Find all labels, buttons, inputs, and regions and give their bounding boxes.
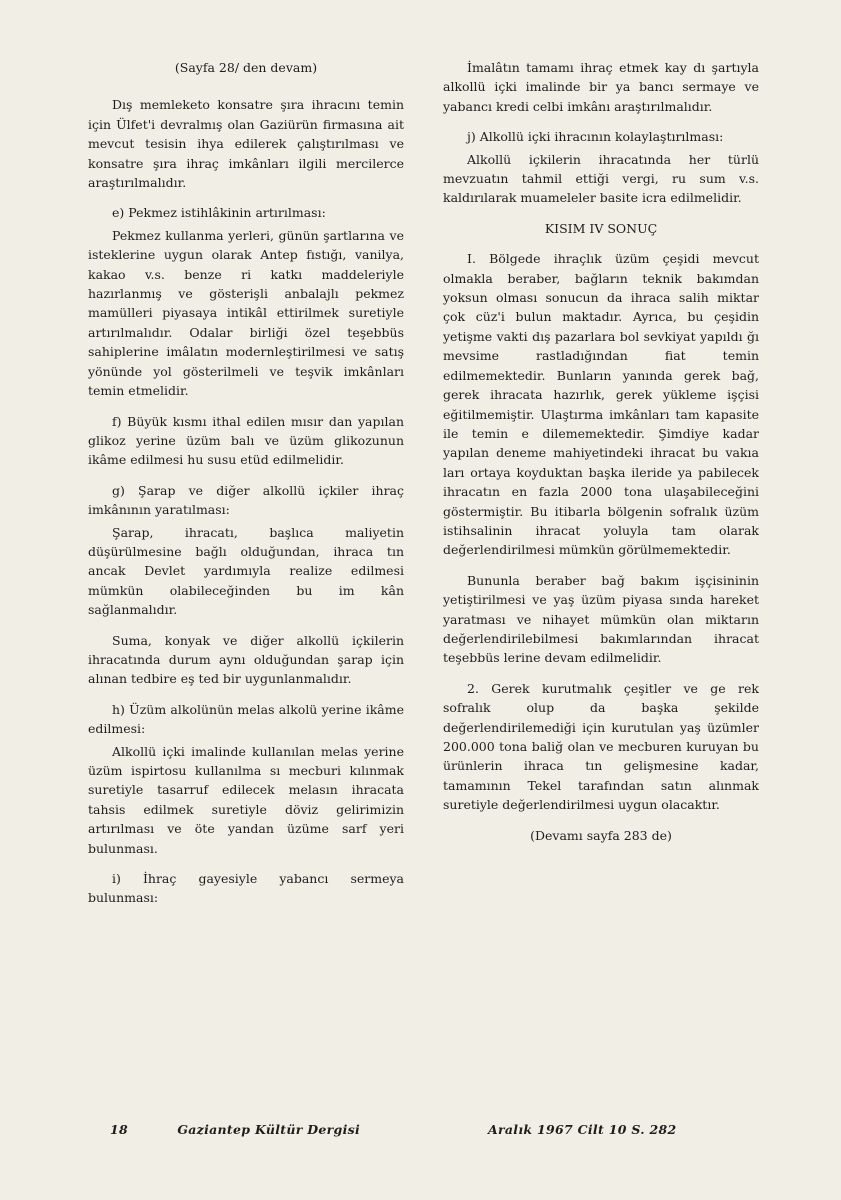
page-number: 18 <box>110 1122 128 1137</box>
right-column <box>443 58 759 856</box>
paragraph-spirits: Suma, konyak ve diğer alkollü içkilerin ihracatında durum aynı olduğundan şarap için alınan tedbire eş ted bir uygunlanmalıdır. <box>88 632 404 687</box>
footer-left <box>110 1122 360 1137</box>
paragraph-conclusion-3: 2. Gerek kurutmalık çeşitler ve ge rek sofralık olup da başka şekilde değerlendirilemediği için kurutulan yaş üzümler 200.000 tona baliğ olan ve mecburen kuruyan bu ürünlerin ihraca tın gelişmesine kadar, tamamının Tekel tarafından satın alınmak suretiyle değerlendirilmesi uygun olacaktır. <box>443 680 759 813</box>
paragraph-foreign-credit: İmalâtın tamamı ihraç etmek kay dı şartıyla alkollü içki imalinde bir ya bancı sermaye ve yabancı kredi celbi imkânı araştırılmalıdır. <box>443 60 759 114</box>
left-column <box>88 58 404 919</box>
footer-issue: Aralık 1967 Cilt 10 S. 282 <box>488 1122 677 1137</box>
paragraph-conclusion-1: I. Bölgede ihraçlık üzüm çeşidi mevcut olmakla beraber, bağların teknik bakımdan yoksun olması sonucun da ihraca salih miktar çok cüz'i bulun maktadır. Ayrıca, bu çeşidin yetişme vakti dış pazarlara bol sevkiyat yapıldı ğı mevsime rastladığından fiat temin edilmemektedir. Bunların yanında gerek bağ, gerek ihracata hazırlık, gerek yükleme işçisi eğitilmemiştir. Ulaştırma imkânları tam kapasite ile temin e dilememektedir. Şimdiye kadar yapılan deneme mahiyetindeki ihracat bu vakıa ları ortaya koyduktan başka ileride ya pabilecek ihracatın en fazla 2000 tona ulaşabileceğini göstermiştir. Bu itibarla bölgenin sofralık üzüm istihsalinin ihracat yoluyla tam olarak değerlendirilmesi mümkün görülmemektedir. <box>443 251 759 558</box>
section-title: KISIM IV SONUÇ <box>544 220 658 236</box>
paragraph-glucose: f) Büyük kısmı ithal edilen mısır dan yapılan glikoz yerine üzüm balı ve üzüm glikozunun ikâme edilmesi hu susu etüd edilmelidir. <box>88 413 404 468</box>
heading-pekmez-consumption: e) Pekmez istihlâkinin artırılması: <box>112 205 326 221</box>
paragraph-grape-alcohol: Alkollü içki imalinde kullanılan melas yerine üzüm ispirtosu kullanılma sı mecburi kılınmak suretiyle tasarruf edilecek melasın ihracata tahsis edilmek suretiyle döviz gelirimizin artırılması ve öte yandan üzüme sarf yeri bulunması. <box>88 743 404 856</box>
journal-name: Gaziantep Kültür Dergisi <box>177 1122 361 1137</box>
paragraph-export-ease: Alkollü içkilerin ihracatında her türlü mevzuatın tahmil ettiği vergi, ru sum v.s. kaldırılarak muameleler basite icra edilmelidir. <box>443 151 759 206</box>
paragraph-pekmez: Pekmez kullanma yerleri, günün şartlarına ve isteklerine uygun olarak Antep fıstığı, vanilya, kakao v.s. benze ri katkı maddeleriyle hazırlanmış ve gösterişli anbalajlı pekmez mamülleri piyasaya intikâl ettirilmek suretiyle artırılmalıdır. Odalar birliği özel teşebbüs sahiplerine imâlatın modernleştirilmesi ve satış yönünde yol gösterilmeli ve teşvik imkânları temin etmelidir. <box>88 227 404 399</box>
continued-from-note: (Sayfa 28/ den devam) <box>174 60 318 75</box>
paragraph-concentrate-export: Dış memleketo konsatre şıra ihracını temin için Ülfet'i devralmış olan Gaziürün firmasına ait mevcut tesisin ihya edilerek çalıştırılması ve konsatre şıra ihraç imkânları ilgili mercilerce araştırılmalıdır. <box>88 97 404 191</box>
paragraph-conclusion-2: Bununla beraber bağ bakım işçisininin yetiştirilmesi ve yaş üzüm piyasa sında hareket yaratması ve nihayet mümkün olan miktarın değerlendirilebilmesi bakımlarından ihracat teşebbüs lerine devam edilmelidir. <box>443 572 759 666</box>
heading-grape-alcohol: h) Üzüm alkolünün melas alkolü yerine ikâme edilmesi: <box>88 701 404 737</box>
heading-export-ease: j) Alkollü içki ihracının kolaylaştırılması: <box>467 129 724 145</box>
heading-wine-export: g) Şarap ve diğer alkollü içkiler ihraç imkânının yaratılması: <box>88 482 404 518</box>
continued-to-note: (Devamı sayfa 283 de) <box>530 827 672 843</box>
heading-foreign-capital: i) İhraç gayesiyle yabancı sermeya bulunması: <box>88 871 404 906</box>
paragraph-wine: Şarap, ihracatı, başlıca maliyetin düşürülmesine bağlı olduğundan, ihraca tın ancak Devlet yardımıyla realize edilmesi mümkün olabileceğinden bu im kân sağlanmalıdır. <box>88 524 404 618</box>
